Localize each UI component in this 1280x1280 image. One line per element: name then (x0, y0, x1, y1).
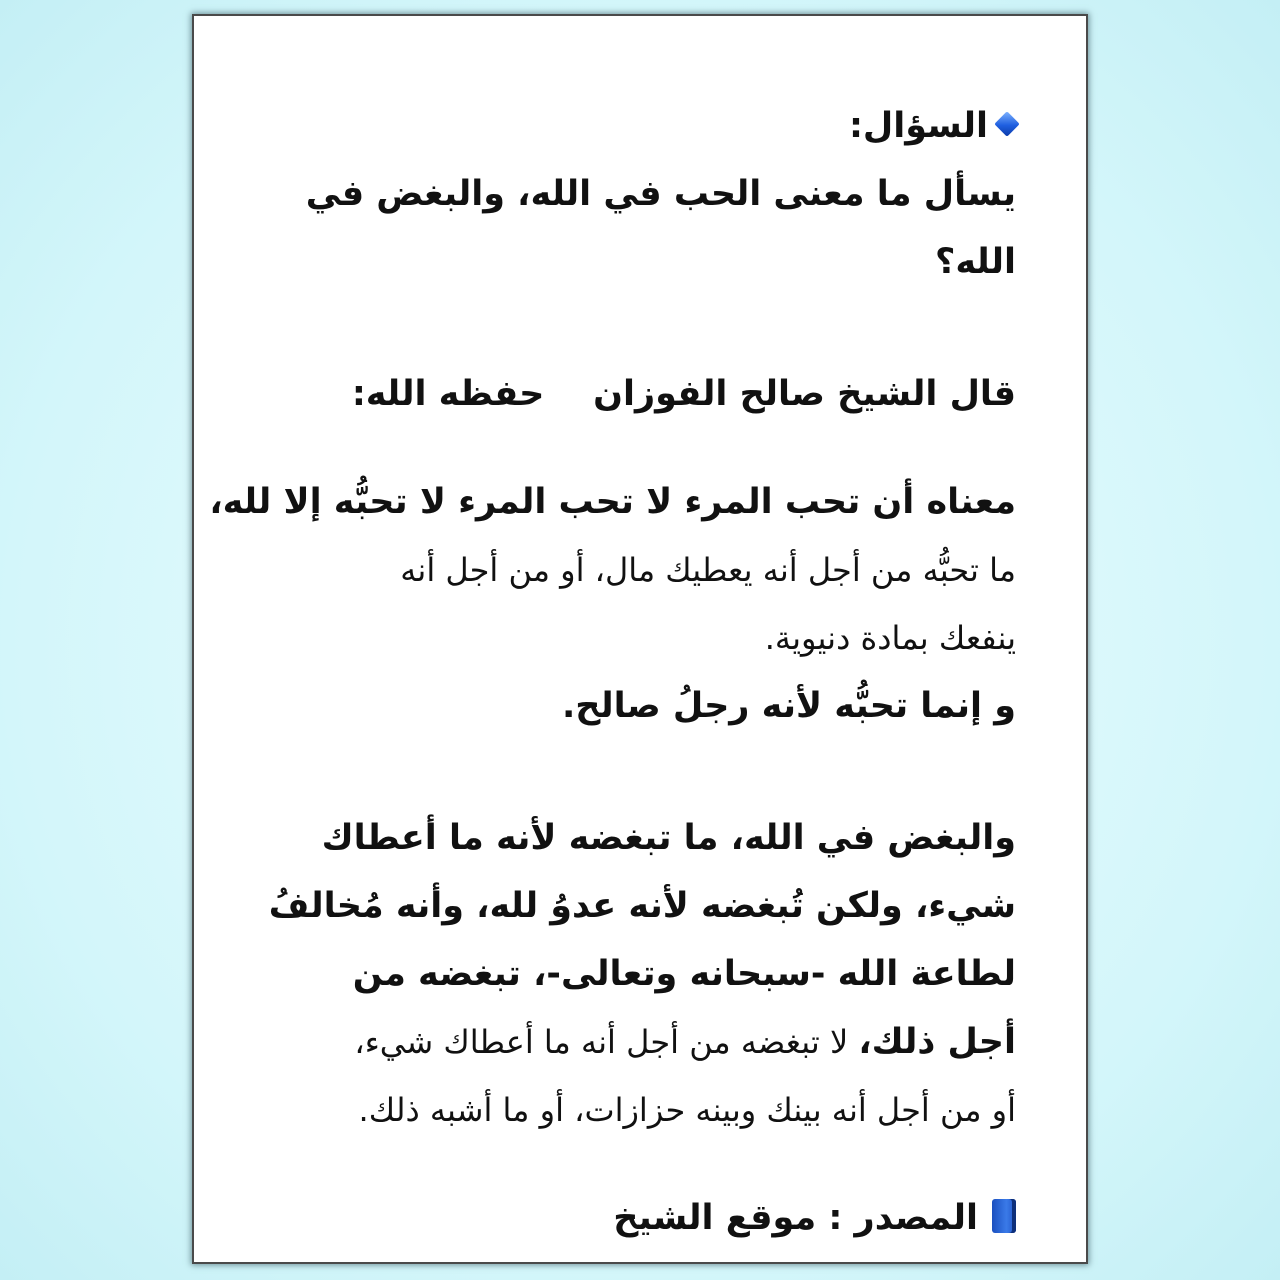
spacer (274, 428, 1016, 468)
spacer (274, 1144, 1016, 1184)
hate-line-3: لطاعة الله -سبحانه وتعالى-، تبغضه من (352, 954, 1016, 994)
question-label: السؤال: (848, 106, 988, 146)
document-content (209, 92, 1016, 1252)
blue-book-icon (992, 1199, 1016, 1233)
spacer (274, 740, 1016, 804)
hate-line-4-bold: أجل ذلك، (858, 1022, 1016, 1062)
spacer (274, 296, 1016, 360)
hate-line-2: شيء، ولكن تُبغضه لأنه عدوُ لله، وأنه مُخالفُ (268, 886, 1016, 926)
answer-bold-end: و إنما تحبُّه لأنه رجلُ صالح. (562, 686, 1016, 726)
blue-diamond-icon (994, 111, 1019, 136)
document-card (194, 16, 1086, 1262)
answer-line-2: ينفعك بمادة دنيوية. (764, 619, 1016, 657)
source-line (274, 1184, 1016, 1252)
speaker-line: قال الشيخ صالح الفوزان حفظه الله: (351, 374, 1016, 414)
question-line-1: يسأل ما معنى الحب في الله، والبغض في (305, 174, 1016, 214)
question-line-2: الله؟ (935, 242, 1016, 282)
hate-line-4-regular: لا تبغضه من أجل أنه ما أعطاك شيء، (354, 1023, 859, 1061)
hate-line-1: والبغض في الله، ما تبغضه لأنه ما أعطاك (321, 818, 1016, 858)
hate-line-4 (274, 1008, 1016, 1076)
question-heading (274, 92, 1016, 160)
answer-line-1: ما تحبُّه من أجل أنه يعطيك مال، أو من أجل أنه (400, 551, 1016, 589)
answer-bold-line: معناه أن تحب المرء لا تحب المرء لا تحبُّه إلا لله، (209, 482, 1016, 522)
source-text: المصدر : موقع الشيخ (613, 1198, 978, 1238)
hate-line-5: أو من أجل أنه بينك وبينه حزازات، أو ما أشبه ذلك. (358, 1091, 1016, 1129)
